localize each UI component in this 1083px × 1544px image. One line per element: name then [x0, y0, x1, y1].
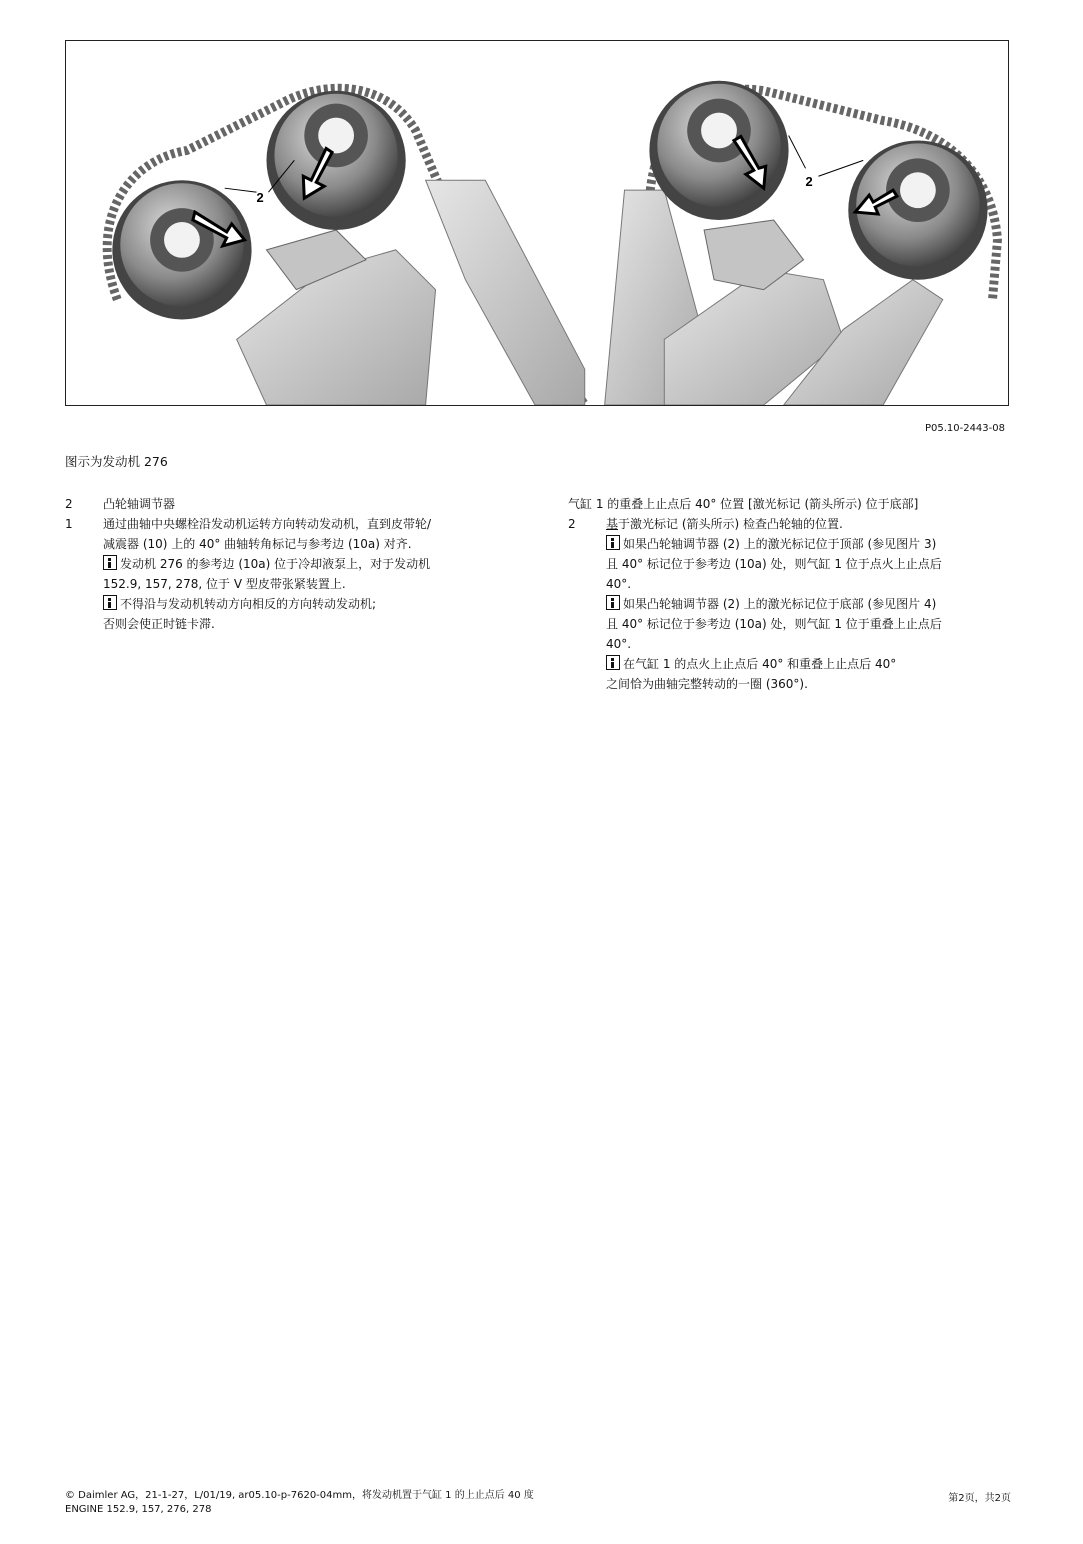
info-note: 如果凸轮轴调节器 (2) 上的激光标记位于底部 (参见图片 4) [606, 594, 1008, 614]
info-note-text: 且 40° 标记位于参考边 (10a) 处，则气缸 1 位于重叠上止点后 [606, 617, 942, 631]
callout-label: 2 [256, 190, 264, 206]
left-chain-guide [426, 180, 585, 405]
info-note-text: 40°. [606, 637, 632, 651]
engine-figure [65, 40, 1009, 406]
legend-item [65, 494, 505, 514]
info-icon [606, 655, 620, 670]
step-number: 1 [65, 517, 73, 531]
step-text: 基于激光标记 (箭头所示) 检查凸轮轴的位置. [606, 517, 843, 531]
right-column [568, 494, 1008, 694]
step-item [65, 514, 505, 634]
info-note: 在气缸 1 的点火上止点后 40° 和重叠上止点后 40° [606, 654, 1008, 674]
info-icon [606, 595, 620, 610]
page-number: 第2页，共2页 [948, 1493, 1011, 1504]
step-text: 通过曲轴中央螺栓沿发动机运转方向转动发动机，直到皮带轮/ [103, 517, 432, 531]
footer-engine: ENGINE 152.9, 157, 276, 278 [65, 1504, 212, 1515]
step-text: 减震器 (10) 上的 40° 曲轴转角标记与参考边 (10a) 对齐. [103, 537, 412, 551]
figure-caption: 图示为发动机 276 [65, 454, 168, 469]
camshaft-adjuster-right-inner [649, 81, 788, 220]
info-note-text: 之间恰为曲轴完整转动的一圈 (360°). [606, 677, 808, 691]
camshaft-adjuster-left-outer [112, 180, 251, 319]
info-note-text: 且 40° 标记位于参考边 (10a) 处，则气缸 1 位于点火上止点后 [606, 557, 942, 571]
figure-code: P05.10-2443-08 [924, 423, 1005, 434]
camshaft-illustration [66, 41, 1008, 405]
callout-label: 2 [805, 174, 813, 190]
info-icon [606, 535, 620, 550]
info-icon [103, 555, 117, 570]
step-number: 2 [568, 517, 576, 531]
legend-text: 凸轮轴调节器 [103, 497, 176, 511]
legend-left-column [65, 494, 505, 634]
info-icon [103, 595, 117, 610]
info-note: 不得沿与发动机转动方向相反的方向转动发动机; [103, 594, 505, 614]
info-note-text: 否则会使正时链卡滞. [103, 617, 215, 631]
info-note-text: 40°. [606, 577, 632, 591]
info-note-text: 152.9, 157, 278, 位于 V 型皮带张紧装置上. [103, 577, 346, 591]
camshaft-adjuster-left-inner [266, 91, 405, 230]
info-note: 如果凸轮轴调节器 (2) 上的激光标记位于顶部 (参见图片 3) [606, 534, 1008, 554]
section-heading: 气缸 1 的重叠上止点后 40° 位置 [激光标记 (箭头所示) 位于底部] [568, 497, 919, 511]
legend-number: 2 [65, 497, 73, 511]
step-item [568, 514, 1008, 694]
footer-copyright: © Daimler AG，21-1-27，L/01/19, ar05.10-p-7620-04mm，将发动机置于气缸 1 的上止点后 40 度 [65, 1490, 534, 1501]
footer [65, 1489, 534, 1517]
info-note: 发动机 276 的参考边 (10a) 位于冷却液泵上，对于发动机 [103, 554, 505, 574]
